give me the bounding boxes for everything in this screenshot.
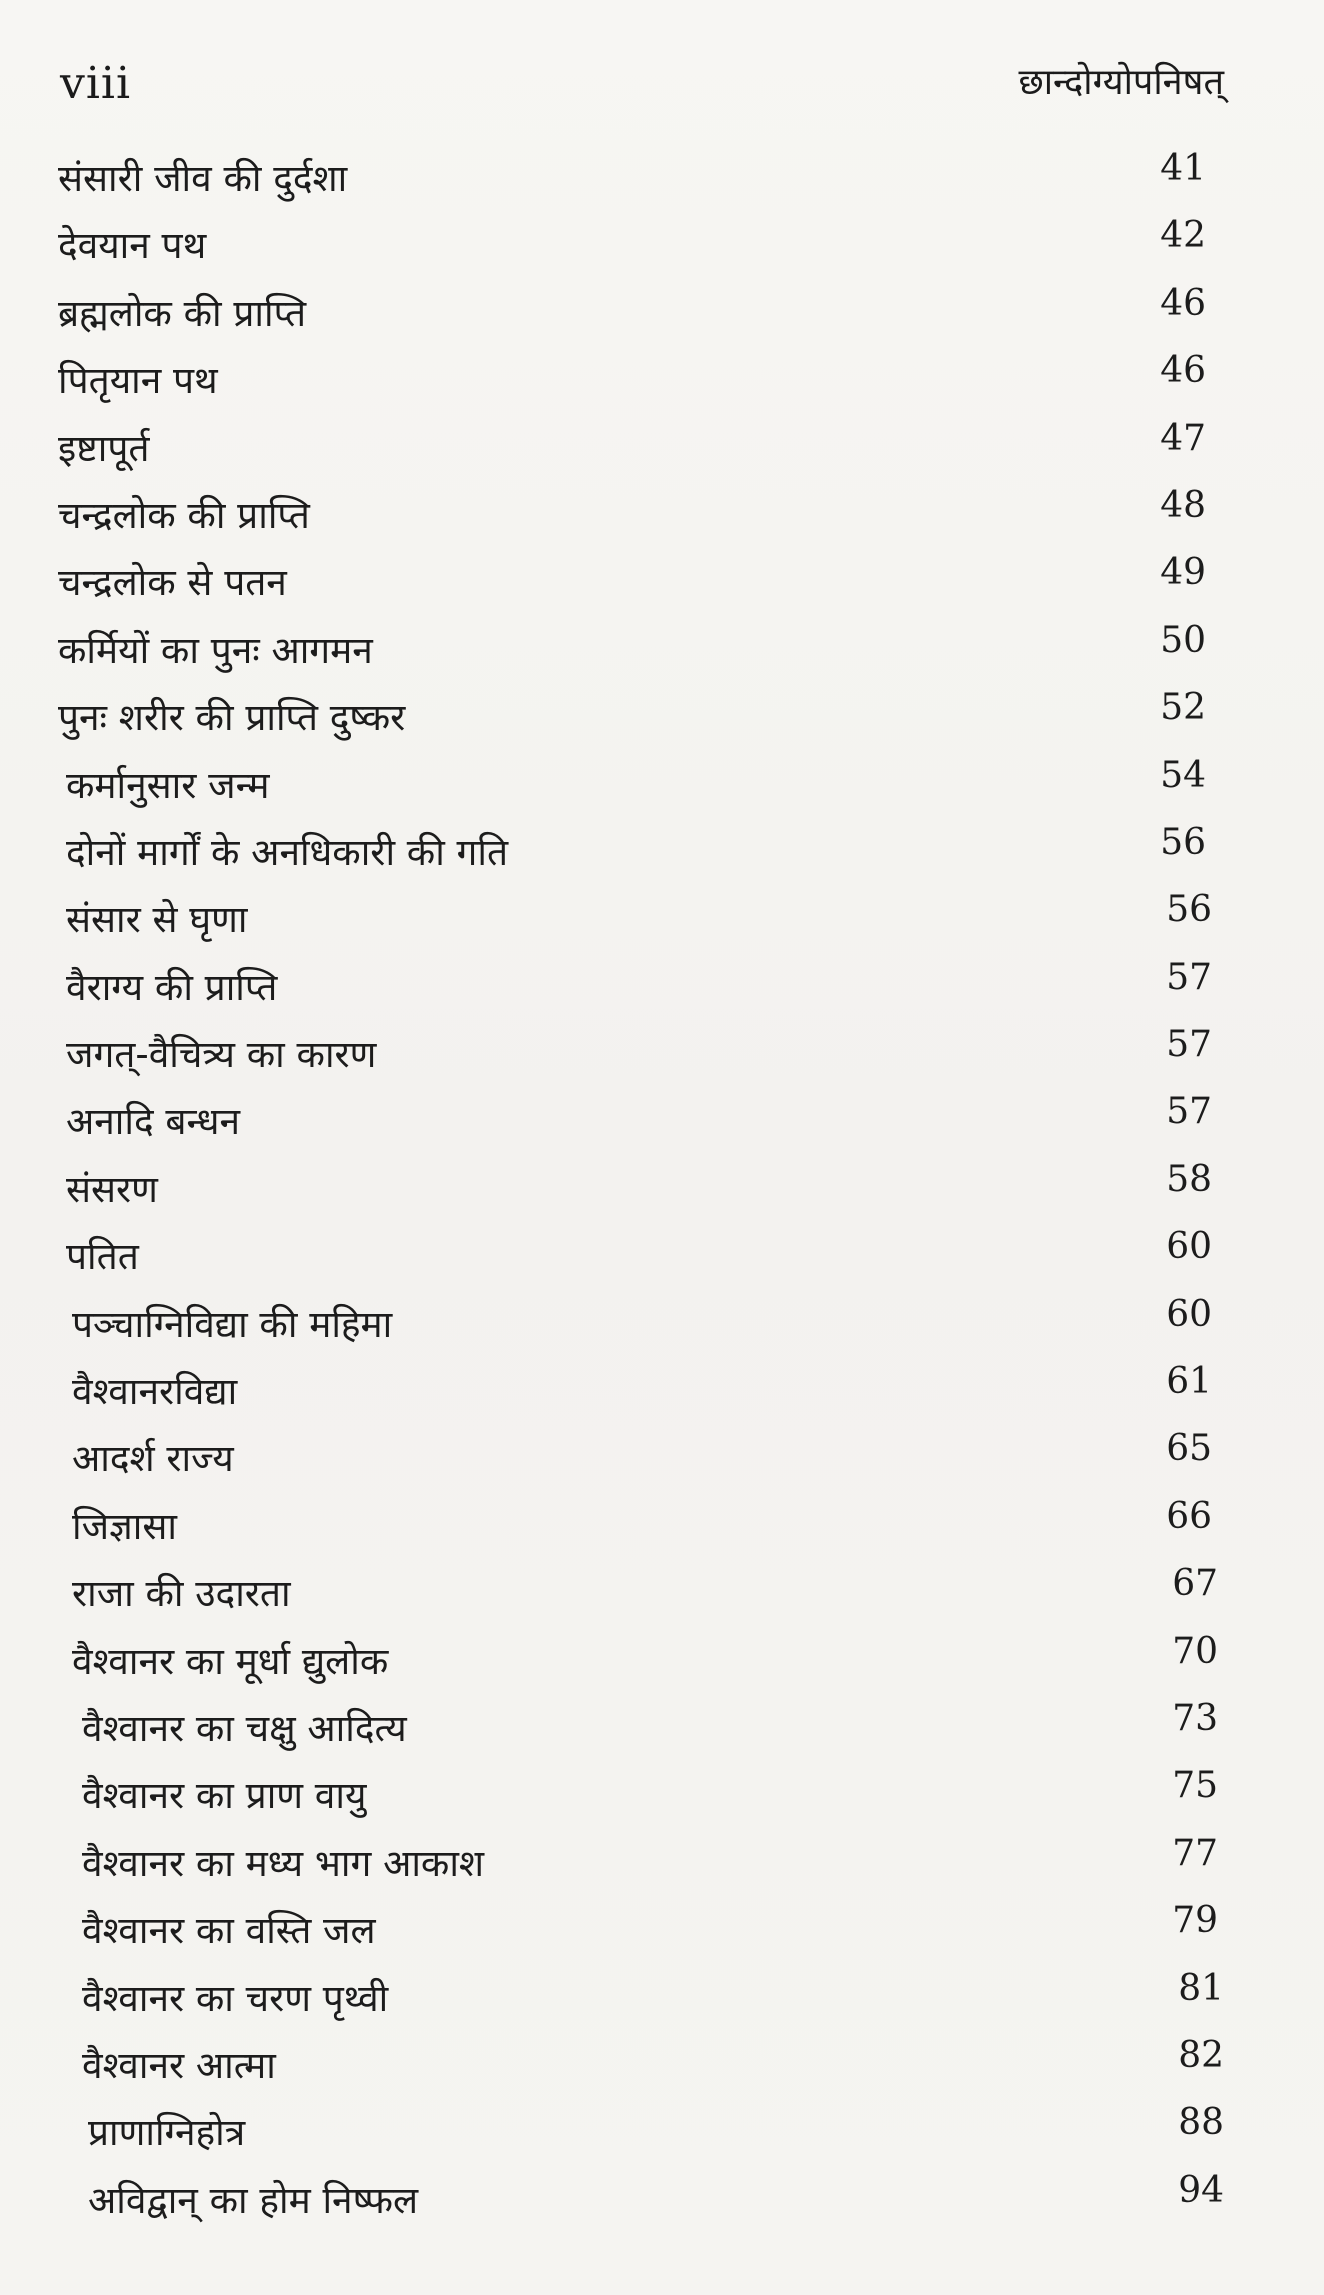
toc-entry-page: 57: [1166, 1091, 1212, 1133]
toc-entry-title: ब्रह्मलोक की प्राप्ति: [58, 291, 307, 335]
toc-entry-page: 65: [1166, 1428, 1212, 1470]
toc-entry-title: वैश्वानर का मूर्धा द्युलोक: [72, 1639, 389, 1683]
toc-entry-title: दोनों मार्गों के अनधिकारी की गति: [66, 830, 509, 874]
toc-entry-title: पतित: [66, 1235, 139, 1279]
toc-entry: [0, 1021, 1324, 1088]
toc-entry-page: 54: [1160, 754, 1206, 796]
toc-entry: [0, 1358, 1324, 1425]
toc-entry-title: वैराग्य की प्राप्ति: [66, 965, 278, 1009]
toc-entry-page: 77: [1172, 1832, 1218, 1874]
toc-entry: [0, 1425, 1324, 1492]
toc-entry-title: पञ्चाग्निविद्या की महिमा: [72, 1302, 393, 1346]
toc-entry-title: अविद्वान् का होम निष्फल: [88, 2178, 419, 2222]
toc-entry-title: कर्मानुसार जन्म: [66, 763, 270, 807]
toc-entry-title: अनादि बन्धन: [66, 1100, 241, 1144]
toc-entry: [0, 280, 1324, 347]
toc-entry: [0, 1088, 1324, 1155]
toc-entry-title: प्राणाग्निहोत्र: [88, 2111, 246, 2155]
toc-entry-title: संसार से घृणा: [66, 898, 248, 942]
toc-entry-page: 48: [1160, 484, 1206, 526]
toc-entry-page: 46: [1160, 350, 1206, 392]
page-number: viii: [60, 58, 132, 109]
toc-entry-page: 75: [1172, 1765, 1218, 1807]
toc-entry-page: 41: [1160, 148, 1206, 189]
toc-entry: [0, 1965, 1324, 2032]
toc-entry: [0, 1291, 1324, 1358]
toc-entry-title: संसरण: [66, 1167, 158, 1211]
toc-entry-page: 88: [1178, 2102, 1224, 2144]
toc-entry-page: 82: [1178, 2034, 1224, 2076]
toc-entry: [0, 684, 1324, 751]
toc-entry: [0, 1628, 1324, 1695]
toc-entry: [0, 1830, 1324, 1897]
toc-entry-page: 60: [1166, 1226, 1212, 1268]
toc-entry: [0, 2032, 1324, 2099]
toc-entry-title: वैश्वानर का चरण पृथ्वी: [82, 1976, 389, 2020]
toc-entry-title: वैश्वानर आत्मा: [82, 2043, 276, 2087]
toc-entry: [0, 1695, 1324, 1762]
toc-entry-page: 47: [1160, 417, 1206, 459]
toc-entry-title: वैश्वानरविद्या: [72, 1370, 238, 1414]
toc-entry-page: 73: [1172, 1697, 1218, 1739]
toc-entry-title: वैश्वानर का प्राण वायु: [82, 1774, 367, 1818]
toc-entry-title: जगत्-वैचित्र्य का कारण: [66, 1033, 377, 1077]
toc-entry: [0, 1897, 1324, 1964]
toc-entry-title: पुनः शरीर की प्राप्ति दुष्कर: [58, 696, 406, 740]
toc-entry: [0, 482, 1324, 549]
toc-entry: [0, 1493, 1324, 1560]
toc-entry-title: जिज्ञासा: [72, 1504, 177, 1548]
toc-entry: [0, 145, 1324, 212]
toc-entry-title: इष्टापूर्त: [58, 426, 150, 470]
toc-entry: [0, 212, 1324, 279]
toc-entry-title: चन्द्रलोक से पतन: [58, 561, 287, 605]
toc-entry: [0, 549, 1324, 616]
toc-entry-page: 50: [1160, 619, 1206, 661]
table-of-contents: [0, 145, 1324, 2234]
running-header-title: छान्दोग्योपनिषत्: [1018, 62, 1224, 103]
toc-entry-page: 46: [1160, 282, 1206, 324]
toc-entry-title: वैश्वानर का वस्ति जल: [82, 1909, 376, 1953]
toc-entry-page: 56: [1160, 821, 1206, 863]
toc-entry: [0, 752, 1324, 819]
toc-entry: [0, 2167, 1324, 2234]
toc-entry-page: 81: [1178, 1967, 1224, 2009]
toc-entry-title: राजा की उदारता: [72, 1572, 291, 1616]
toc-entry-title: देवयान पथ: [58, 224, 207, 268]
toc-entry-page: 58: [1166, 1158, 1212, 1200]
toc-entry: [0, 2099, 1324, 2166]
toc-entry-title: कर्मियों का पुनः आगमन: [58, 628, 373, 672]
toc-entry-page: 66: [1166, 1495, 1212, 1537]
toc-entry-page: 52: [1160, 687, 1206, 729]
toc-entry-title: आदर्श राज्य: [72, 1437, 234, 1481]
toc-entry: [0, 1560, 1324, 1627]
toc-entry-page: 57: [1166, 1024, 1212, 1066]
toc-entry-page: 49: [1160, 552, 1206, 594]
toc-entry: [0, 819, 1324, 886]
toc-entry: [0, 954, 1324, 1021]
toc-entry-title: वैश्वानर का मध्य भाग आकाश: [82, 1841, 485, 1885]
toc-entry-page: 57: [1166, 956, 1212, 998]
toc-entry-page: 42: [1160, 215, 1206, 257]
toc-entry: [0, 1762, 1324, 1829]
toc-entry-page: 56: [1166, 889, 1212, 931]
toc-entry-page: 61: [1166, 1361, 1212, 1403]
toc-entry: [0, 1156, 1324, 1223]
toc-entry-title: चन्द्रलोक की प्राप्ति: [58, 493, 310, 537]
toc-entry-page: 67: [1172, 1563, 1218, 1605]
toc-entry-page: 79: [1172, 1900, 1218, 1942]
toc-entry-page: 94: [1178, 2169, 1224, 2211]
toc-entry-title: वैश्वानर का चक्षु आदित्य: [82, 1706, 407, 1750]
toc-entry-title: संसारी जीव की दुर्दशा: [58, 157, 348, 200]
toc-entry-page: 70: [1172, 1630, 1218, 1672]
toc-entry: [0, 415, 1324, 482]
toc-entry-page: 60: [1166, 1293, 1212, 1335]
toc-entry: [0, 347, 1324, 414]
toc-entry-title: पितृयान पथ: [58, 359, 218, 403]
toc-entry: [0, 1223, 1324, 1290]
toc-entry: [0, 617, 1324, 684]
toc-entry: [0, 886, 1324, 953]
